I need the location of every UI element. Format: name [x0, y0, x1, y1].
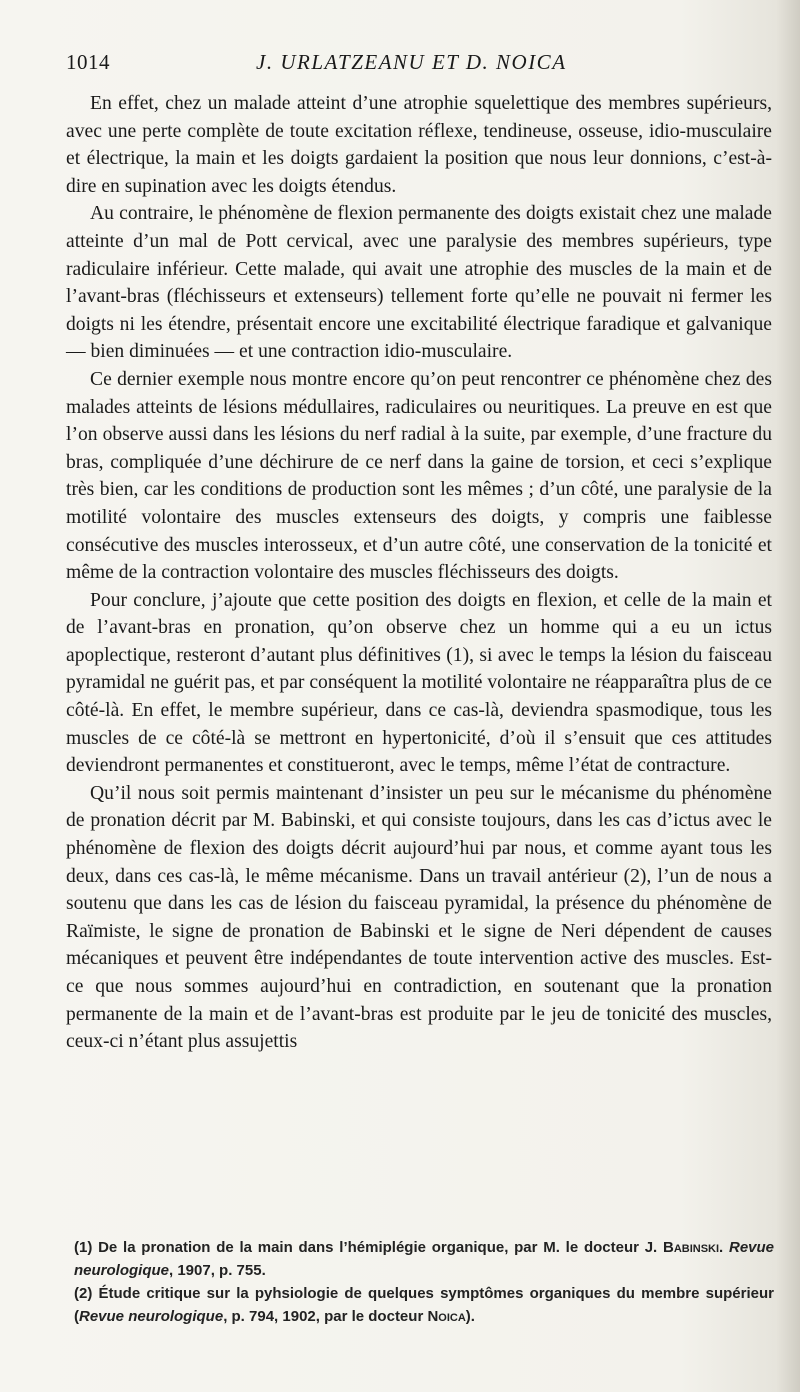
page-header	[66, 50, 766, 76]
footnote-1	[74, 1236, 774, 1282]
footnote-journal: Revue neurologique	[74, 1239, 775, 1279]
footnote-text: ).	[465, 1308, 475, 1325]
footnote-author: Babinski	[662, 1239, 720, 1256]
footnote-text: (2) Étude critique sur la pyhsiologie de quelques symptômes organiques du membre supérieur (	[74, 1285, 774, 1325]
paragraph: Pour conclure, j’ajoute que cette position des doigts en flexion, et celle de la main et de l’avant-bras en pronation, qu’on observe chez un homme qui a eu un ictus apoplectique, resteront d’autant plus définitives (1), si avec le temps la lésion du faisceau pyramidal ne guérit pas, et par conséquent la motilité volontaire ne réapparaîtra plus de ce côté-là. En effet, le membre supérieur, dans ce cas-là, deviendra spasmodique, tous les muscles de ce côté-là se mettront en hypertonicité, d’où il s’ensuit que ces attitudes deviendront permanentes et constitueront, avec le temps, même l’état de contracture.	[66, 589, 772, 777]
footnote-journal: Revue neurologique	[79, 1308, 224, 1325]
footnote-text: , p. 794, 1902, par le docteur	[223, 1308, 428, 1325]
footnote-text: .	[719, 1239, 724, 1256]
page-number: 1014	[66, 50, 110, 74]
running-title: J. URLATZEANU ET D. NOICA	[256, 50, 567, 74]
paragraph: Qu’il nous soit permis maintenant d’insister un peu sur le mécanisme du phénomène de pronation décrit par M. Babinski, et qui consiste toujours, dans les cas d’ictus avec le phénomène de flexion des doigts décrit aujourd’hui par nous, et comme ayant tous les deux, dans ces cas-là, le même mécanisme. Dans un travail antérieur (2), l’un de nous a soutenu que dans les cas de lésion du faisceau pyramidal, la présence du phénomène de Raïmiste, le signe de pronation de Babinski et le signe de Neri dépendent de causes mécaniques et peuvent être indépendantes de toute intervention active des muscles. Est-ce que nous sommes aujourd’hui en contradiction, en soutenant que la pronation permanente de la main et de l’avant-bras est produite par le jeu de tonicité des muscles, ceux-ci n’étant plus assujettis	[66, 782, 772, 1053]
body-text	[66, 90, 772, 1056]
footnotes	[74, 1236, 774, 1328]
footnote-2	[74, 1282, 774, 1328]
footnote-text: , 1907, p. 755.	[169, 1262, 266, 1279]
footnote-author: Noica	[427, 1308, 466, 1325]
paragraph: En effet, chez un malade atteint d’une atrophie squelettique des membres supérieurs, avec une perte complète de toute excitation réflexe, tendineuse, osseuse, idio-musculaire et électrique, la main et les doigts gardaient la position que nous leur donnions, c’est-à-dire en supination avec les doigts étendus.	[66, 93, 772, 197]
paragraph: Au contraire, le phénomène de flexion permanente des doigts existait chez une malade atteinte d’un mal de Pott cervical, avec une paralysie des membres supérieurs, type radiculaire inférieur. Cette malade, qui avait une atrophie des muscles de la main et de l’avant-bras (fléchisseurs et extenseurs) tellement forte qu’elle ne pouvait ni fermer les doigts ni les étendre, présentait encore une excitabilité électrique faradique et galvanique — bien diminuées — et une contraction idio-musculaire.	[66, 203, 772, 363]
footnote-text: (1) De la pronation de la main dans l’hémiplégie organique, par M. le docteur J.	[74, 1239, 663, 1256]
paragraph: Ce dernier exemple nous montre encore qu’on peut rencontrer ce phénomène chez des malades atteints de lésions médullaires, radiculaires ou neuritiques. La preuve en est que l’on observe aussi dans les lésions du nerf radial à la suite, par exemple, d’une fracture du bras, compliquée d’une déchirure de ce nerf dans la gaine de torsion, et ceci s’explique très bien, car les conditions de production sont les mêmes ; d’un côté, une paralysie de la motilité volontaire des muscles extenseurs des doigts, y compris une faiblesse consécutive des muscles interosseux, et d’un autre côté, une conservation de la tonicité et même de la contraction volontaire des muscles fléchisseurs des doigts.	[66, 368, 772, 584]
